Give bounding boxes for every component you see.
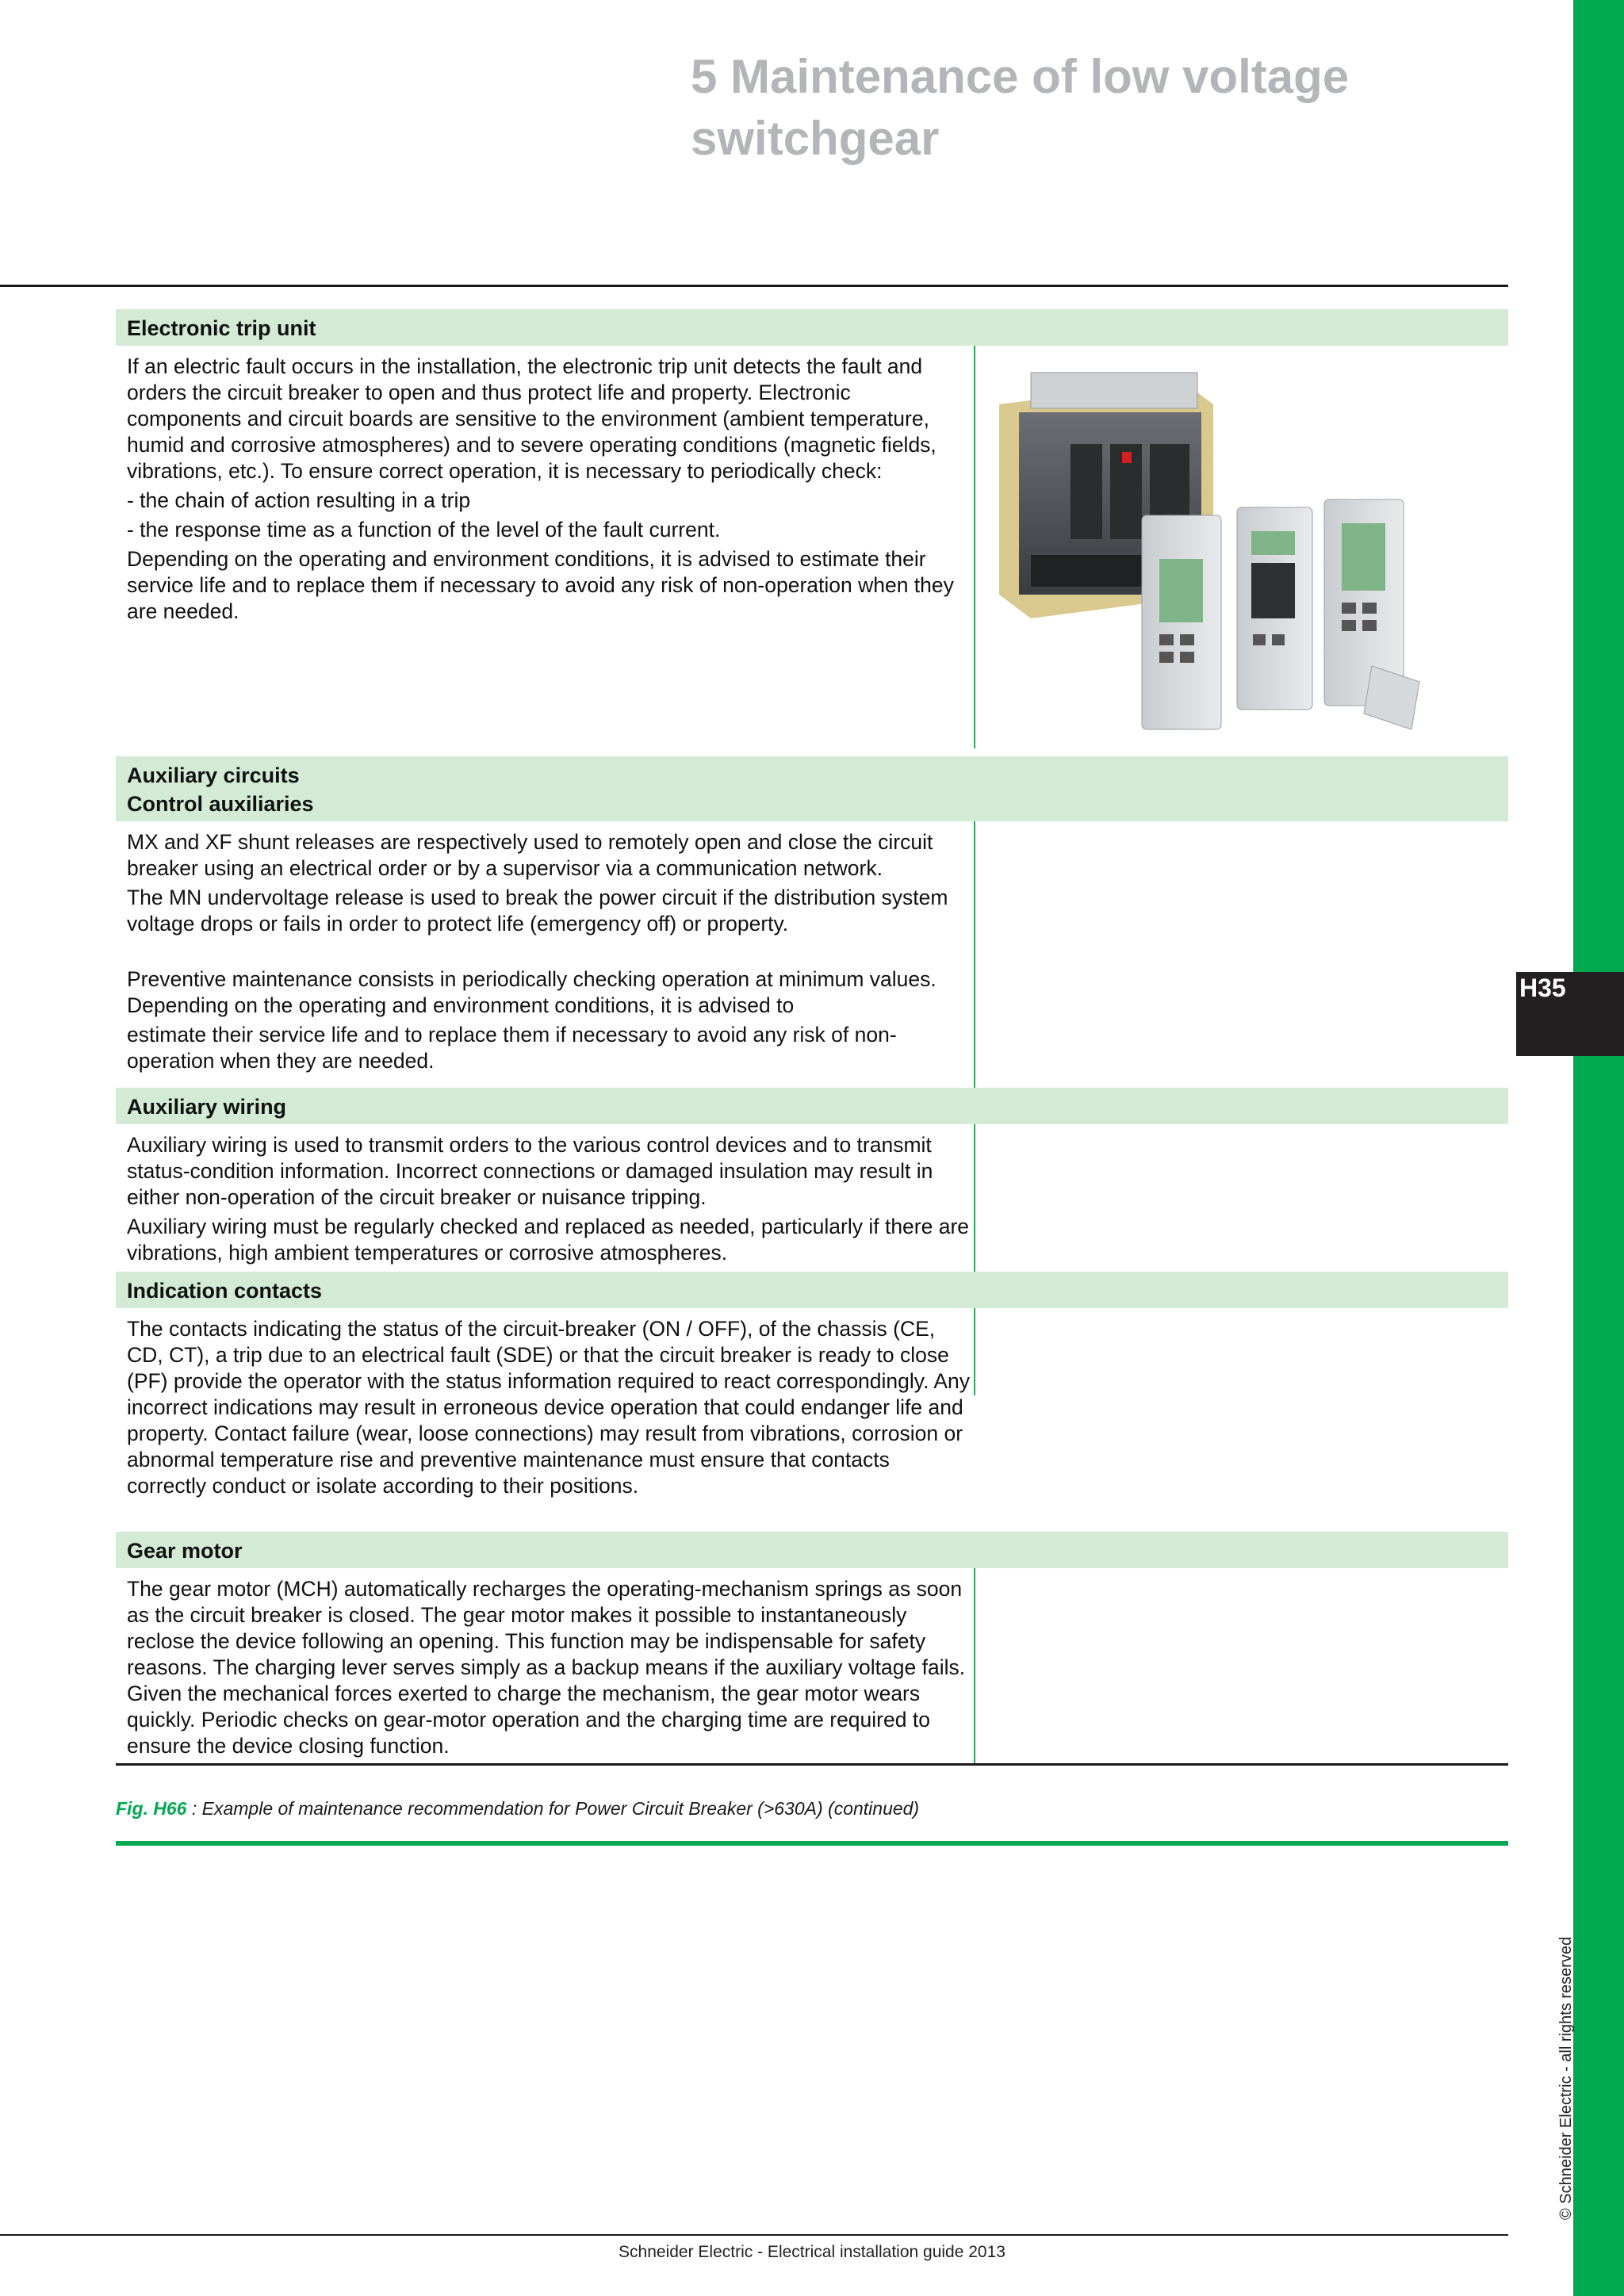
footer-text: Schneider Electric - Electrical installation guide 2013 — [619, 2243, 1005, 2261]
column-divider — [974, 346, 975, 748]
section-header-gear-motor — [116, 1532, 1508, 1568]
trip-unit-3 — [1324, 499, 1419, 729]
trip-unit-text — [127, 354, 967, 625]
section-heading: Gear motor — [127, 1539, 243, 1563]
page-number: H35 — [1519, 974, 1566, 1002]
trip-unit-1 — [1142, 515, 1221, 729]
paragraph: Preventive maintenance consists in periodically checking operation at minimum values. Depending on the operating and environment conditions, it is advised to — [127, 967, 936, 1017]
circuit-breaker-photo — [983, 357, 1427, 745]
list-item: - the response time as a function of the level of the fault current. — [127, 518, 721, 541]
paragraph: Auxiliary wiring is used to transmit orders to the various control devices and to transmit status-condition information. Incorrect connections or damaged insulation may result in either non-operation of the circuit breaker or nuisance tripping. — [127, 1133, 933, 1209]
paragraph: Auxiliary wiring must be regularly checked and replaced as needed, particularly if there are vibrations, high ambient temperatures or corrosive atmospheres. — [127, 1215, 970, 1265]
section-header-aux-circuits — [116, 756, 1508, 821]
section-header-trip-unit — [116, 309, 1508, 346]
aux-circuits-text — [127, 829, 971, 1074]
table-bottom-rule — [116, 1763, 1508, 1766]
figure-caption — [116, 1798, 919, 1820]
section-subheading: Control auxiliaries — [127, 792, 314, 816]
page-number-tab — [1516, 972, 1624, 1056]
copyright-notice: © Schneider Electric - all rights reserved — [1557, 1936, 1575, 2220]
paragraph: If an electric fault occurs in the installation, the electronic trip unit detects the fault and orders the circuit breaker to open and thus protect life and property. Electronic components and circuit boards are sensitive to the environment (ambient temperature, humid and corrosive atmospheres) and to severe operating conditions (magnetic fields, vibrations, etc.). To ensure correct operation, it is necessary to periodically check: — [127, 354, 936, 483]
figure-number: Fig. H66 — [116, 1798, 187, 1819]
section-heading: Auxiliary circuits — [127, 763, 300, 787]
trip-unit-2 — [1237, 507, 1312, 710]
paragraph: The contacts indicating the status of the circuit-breaker (ON / OFF), of the chassis (CE, CD, CT), a trip due to an electrical fault (SDE) or that the circuit breaker is ready to close (PF) provide the operator with the status information required to react correspondingly. Any incorrect indications may result in erroneous device operation that could endanger life and property. Contact failure (wear, loose connections) may result from vibrations, corrosion or abnormal temperature rise and preventive maintenance must ensure that contacts correctly conduct or isolate according to their positions. — [127, 1317, 970, 1498]
page-title: 5 Maintenance of low voltage switchgear — [691, 50, 1350, 165]
gear-motor-text — [127, 1576, 971, 1759]
paragraph: Depending on the operating and environment conditions, it is advised to estimate their service life and to replace them if necessary to avoid any risk of non-operation when they are needed. — [127, 547, 954, 623]
aux-wiring-text — [127, 1132, 971, 1266]
section-heading: Auxiliary wiring — [127, 1095, 287, 1119]
indication-text — [127, 1316, 971, 1499]
figure-caption-text: : Example of maintenance recommendation for Power Circuit Breaker (>630A) (continued) — [186, 1798, 920, 1819]
section-header-aux-wiring — [116, 1088, 1508, 1124]
side-color-bar — [1573, 0, 1624, 2296]
breaker-panel — [1071, 444, 1102, 539]
section-heading: Electronic trip unit — [127, 316, 316, 340]
list-item: - the chain of action resulting in a trip — [127, 488, 471, 512]
paragraph: The MN undervoltage release is used to break the power circuit if the distribution system voltage drops or fails in order to protect life (emergency off) or property. — [127, 886, 948, 936]
section-heading: Indication contacts — [127, 1279, 323, 1303]
header-rule — [0, 285, 1508, 287]
paragraph: MX and XF shunt releases are respectively used to remotely open and close the circuit breaker using an electrical order or by a supervisor via a communication network. — [127, 830, 933, 880]
footer-rule — [0, 2234, 1508, 2236]
breaker-top-grid — [1031, 373, 1197, 408]
column-divider — [974, 1568, 975, 1763]
breaker-indicator — [1122, 452, 1132, 463]
paragraph: estimate their service life and to replace them if necessary to avoid any risk of non-operation when they are needed. — [127, 1023, 897, 1073]
paragraph: The gear motor (MCH) automatically recharges the operating-mechanism springs as soon as the circuit breaker is closed. The gear motor makes it possible to instantaneously reclose the device following an opening. This function may be indispensable for safety reasons. The charging lever serves simply as a backup means if the auxiliary voltage fails. Given the mechanical forces exerted to charge the mechanism, the gear motor wears quickly. Periodic checks on gear-motor operation and the charging time are required to ensure the device closing function. — [127, 1577, 966, 1758]
section-header-indication — [116, 1272, 1508, 1308]
caption-rule — [116, 1841, 1508, 1846]
